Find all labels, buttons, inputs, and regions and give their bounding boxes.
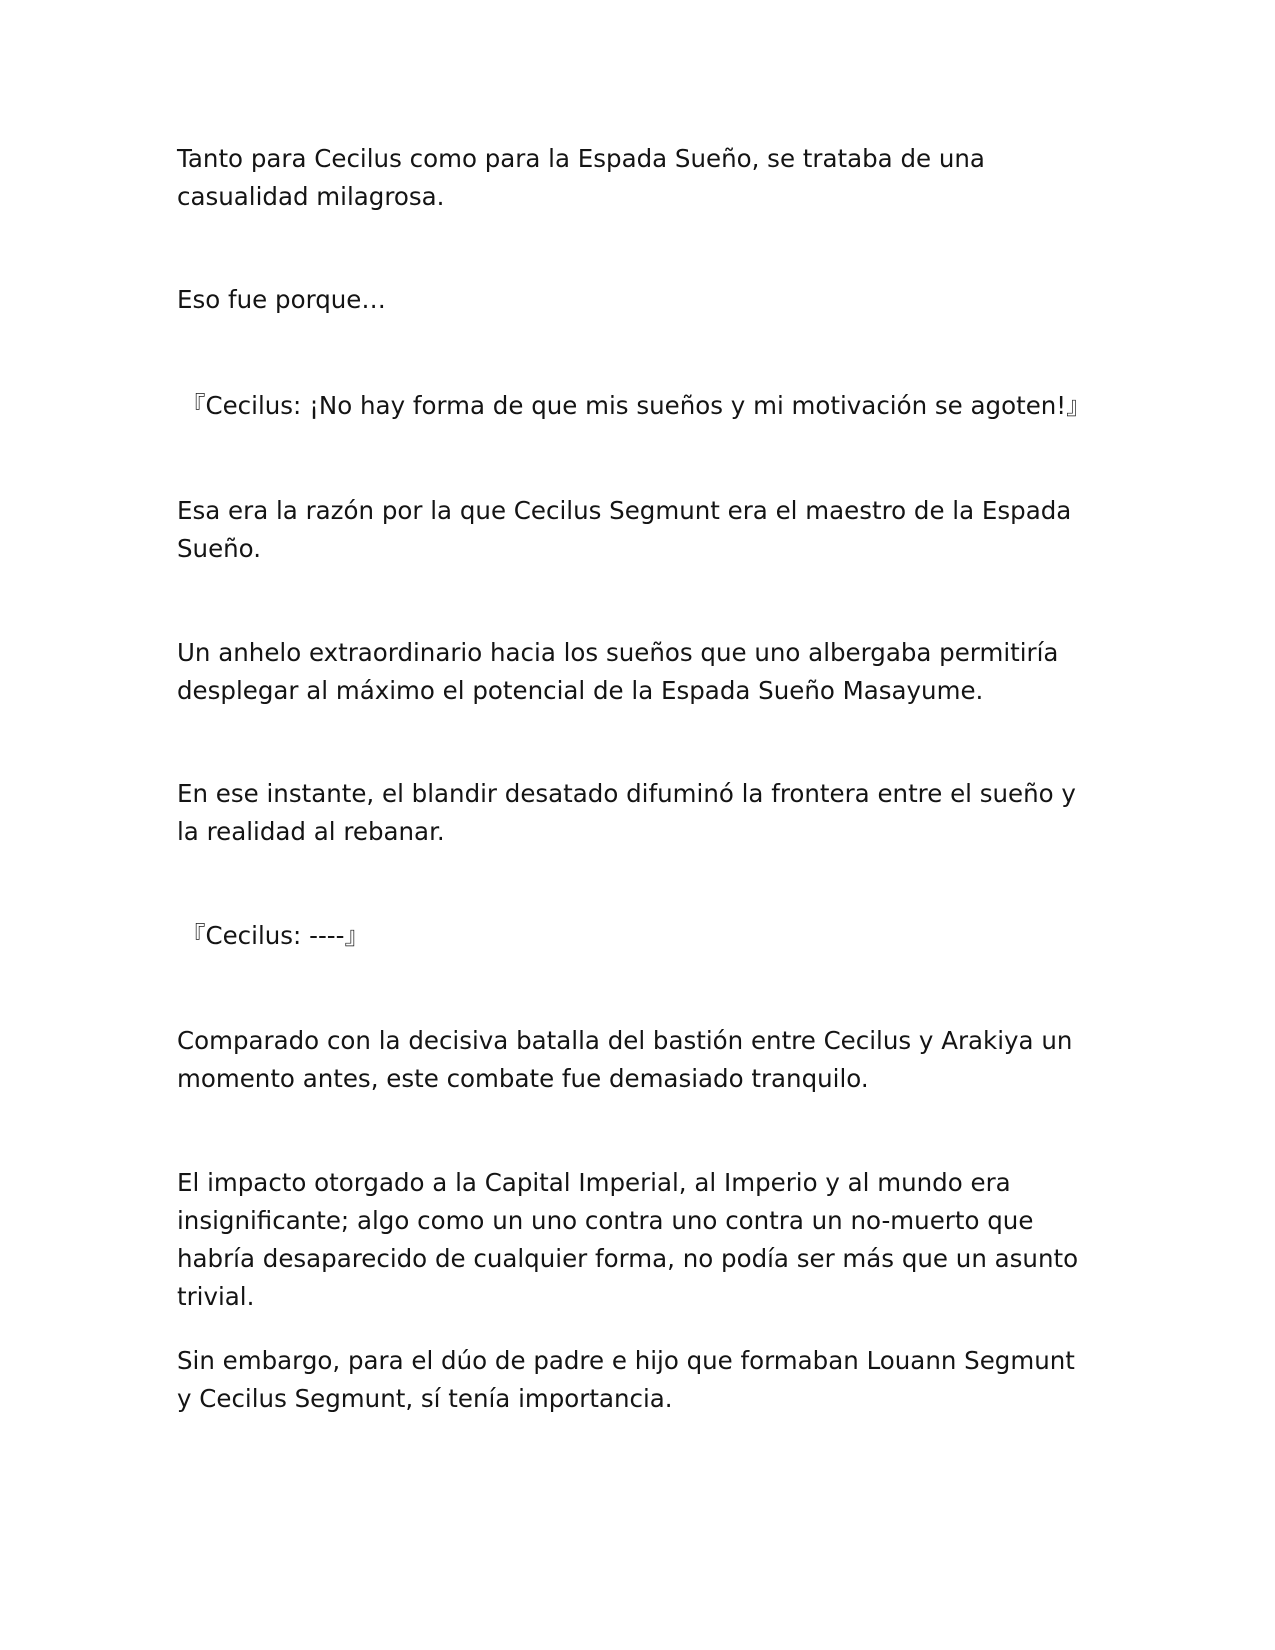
paragraph-1: Tanto para Cecilus como para la Espada Sueño, se trataba de una casualidad milagrosa. bbox=[177, 144, 985, 211]
paragraph-5: En ese instante, el blandir desatado difuminó la frontera entre el sueño y la realidad al rebanar. bbox=[177, 779, 1076, 846]
paragraph-7: El impacto otorgado a la Capital Imperial, al Imperio y al mundo era insignificante; algo como un uno contra uno contra un no-muerto que habría desaparecido de cualquier forma, no podía ser más que un asunto trivial. bbox=[177, 1168, 1079, 1311]
paragraph-8: Sin embargo, para el dúo de padre e hijo que formaban Louann Segmunt y Cecilus Segmunt, sí tenía importancia. bbox=[177, 1346, 1075, 1413]
paragraph-6: Comparado con la decisiva batalla del bastión entre Cecilus y Arakiya un momento antes, este combate fue demasiado tranquilo. bbox=[177, 1026, 1073, 1093]
paragraph-2: Eso fue porque… bbox=[177, 285, 386, 314]
paragraph-4: Un anhelo extraordinario hacia los sueños que uno albergaba permitiría desplegar al máximo el potencial de la Espada Sueño Masayume. bbox=[177, 638, 1059, 705]
dialogue-line-2: 『Cecilus: ----』 bbox=[181, 921, 369, 950]
paragraph-3: Esa era la razón por la que Cecilus Segmunt era el maestro de la Espada Sueño. bbox=[177, 496, 1072, 563]
dialogue-line-1: 『Cecilus: ¡No hay forma de que mis sueños y mi motivación se agoten!』 bbox=[181, 391, 1091, 420]
